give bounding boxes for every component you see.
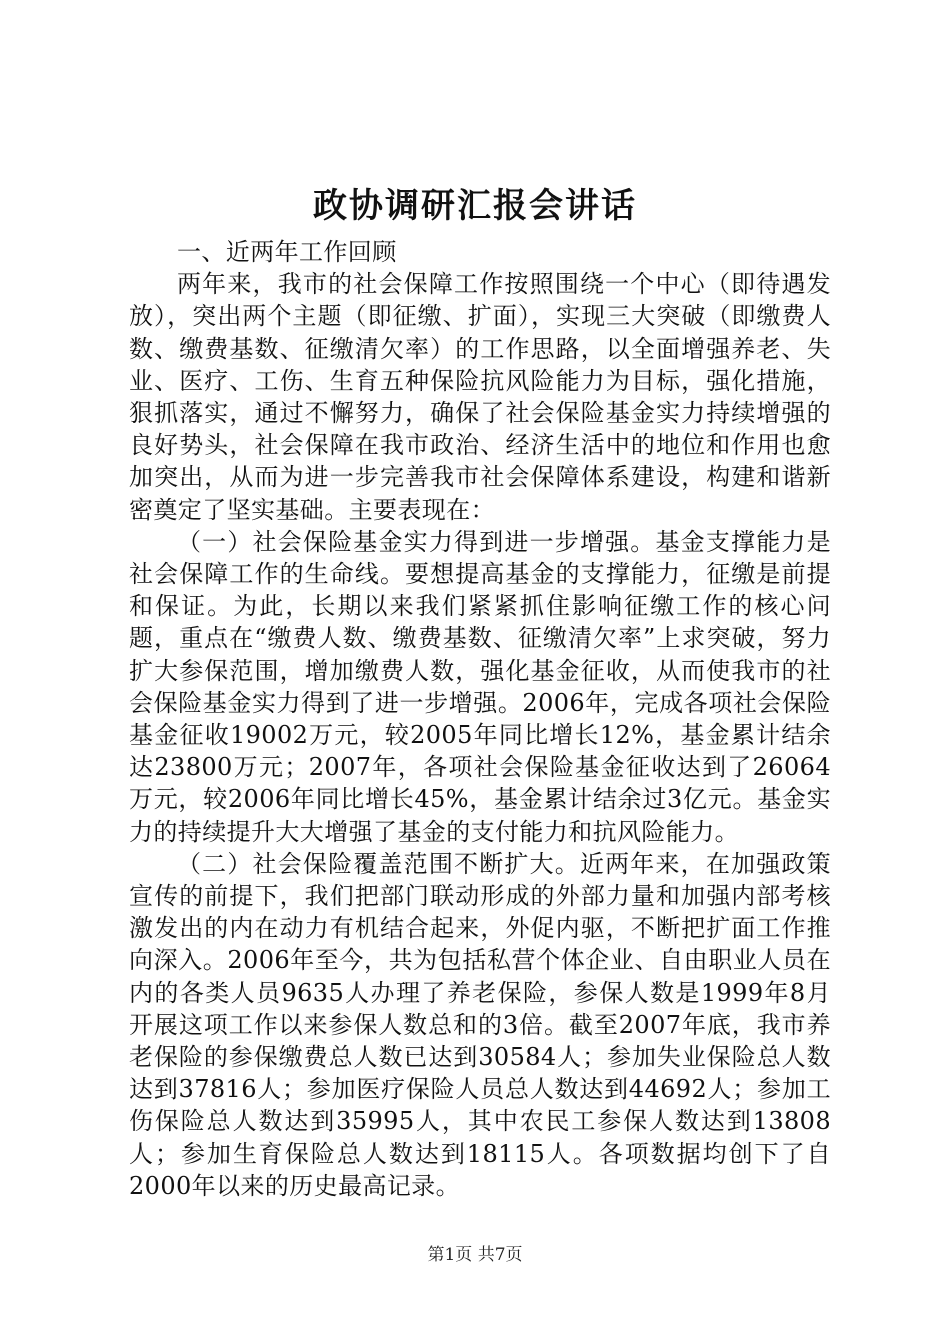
body-paragraph: 两年来，我市的社会保障工作按照围绕一个中心（即待遇发放），突出两个主题（即征缴、扩面），实现三大突破（即缴费人数、缴费基数、征缴清欠率）的工作思路，以全面增强养老、失业、医疗、工伤、生育五种保险抗风险能力为目标，强化措施，狠抓落实，通过不懈努力，确保了社会保险基金实力持续增强的良好势头，社会保障在我市政治、经济生活中的地位和作用也愈加突出，从而为进一步完善我市社会保障体系建设，构建和谐新密奠定了坚实基础。主要表现在： xyxy=(129,270,831,524)
body-paragraph: （一）社会保险基金实力得到进一步增强。基金支撑能力是社会保障工作的生命线。要想提高基金的支撑能力，征缴是前提和保证。为此，长期以来我们紧紧抓住影响征缴工作的核心问题，重点在“缴费人数、缴费基数、征缴清欠率”上求突破，努力扩大参保范围，增加缴费人数，强化基金征收，从而使我市的社会保险基金实力得到了进一步增强。2006年，完成各项社会保险基金征收19002万元，较2005年同比增长12%，基金累计结余达23800万元；2007年，各项社会保险基金征收达到了26064万元，较2006年同比增长45%，基金累计结余过3亿元。基金实力的持续提升大大增强了基金的支付能力和抗风险能力。 xyxy=(129,527,831,846)
page-indicator: 第1页 共7页 xyxy=(427,1245,523,1265)
section-heading: 一、近两年工作回顾 xyxy=(177,238,397,266)
document-title: 政协调研汇报会讲话 xyxy=(313,186,637,226)
document-body xyxy=(129,236,831,1202)
body-paragraph: （二）社会保险覆盖范围不断扩大。近两年来，在加强政策宣传的前提下，我们把部门联动形成的外部力量和加强内部考核激发出的内在动力有机结合起来，外促内驱，不断把扩面工作推向深入。2006年至今，共为包括私营个体企业、自由职业人员在内的各类人员9635人办理了养老保险，参保人数是1999年8月开展这项工作以来参保人数总和的3倍。截至2007年底，我市养老保险的参保缴费总人数已达到30584人；参加失业保险总人数达到37816人；参加医疗保险人员总人数达到44692人；参加工伤保险总人数达到35995人，其中农民工参保人数达到13808人；参加生育保险总人数达到18115人。各项数据均创下了自2000年以来的历史最高记录。 xyxy=(129,849,831,1200)
